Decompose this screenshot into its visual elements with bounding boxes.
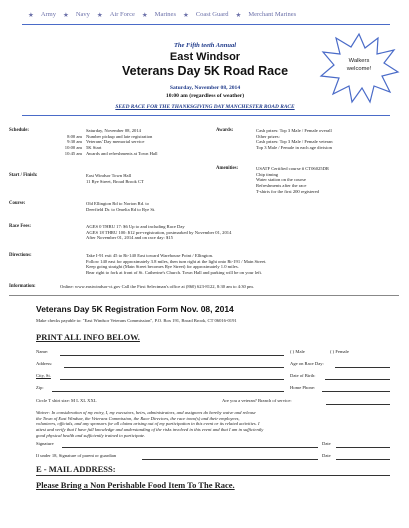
branch-list [28, 11, 388, 19]
address-field[interactable] [64, 367, 284, 368]
award-line: Top 3 Male / Female in each age division [256, 145, 332, 151]
branch-star-icon: ★ [182, 12, 189, 19]
date-field[interactable] [336, 447, 390, 448]
veteran-label: Are you a veteran? Branch of service: [222, 398, 292, 403]
direction-line: Follow 140 east for approximately 3.8 miles, then turn right at the light onto Rt-191 / Main Street. [86, 258, 267, 264]
schedule-event: Veterans' Day memorial service [86, 139, 145, 145]
schedule-event: Number pickup and late registration [86, 133, 153, 139]
course-line: Old Ellington Rd to Norton Rd. to [86, 201, 149, 206]
dob-field[interactable] [325, 379, 390, 380]
fee-line: After November 01, 2014 and on race day: $15 [86, 235, 173, 241]
zip-label: Zip: [36, 385, 44, 390]
phone-label: Home Phone: [290, 385, 316, 390]
start-finish-location [86, 173, 144, 184]
start-line: 11 Rye Street, Broad Brook CT [86, 178, 144, 184]
branch-field[interactable] [326, 404, 390, 405]
food-drive-note: Please Bring a Non Perishable Food Item To The Race. [36, 480, 235, 490]
date-label: Date [322, 441, 331, 446]
schedule-time: 10:45 am [64, 150, 82, 156]
schedule-event: 5K Start [86, 145, 102, 151]
fee-line: AGES 0 THRU 17: $6 Up to and including Race Day [86, 224, 185, 229]
schedule-time: 9:30 am [67, 139, 82, 145]
start-line: East Windsor Town Hall [86, 173, 132, 178]
name-label: Name: [36, 349, 49, 354]
branch-star-icon: ★ [141, 12, 148, 19]
course-route [86, 201, 155, 212]
branch-star-icon: ★ [235, 12, 242, 19]
branch-star-icon: ★ [63, 12, 69, 19]
schedule-event: Awards and refreshments at Town Hall [86, 150, 158, 156]
signature-label: Signature [36, 441, 54, 446]
award-line: Other prizes: [256, 133, 280, 139]
schedule-event: Saturday, November 08, 2014 [86, 128, 141, 133]
title-divider [22, 115, 390, 116]
information-text: Online: www.eastwindsor-ct.gov Call the First Selectman's office at (860) 623-8122, 8:30 am to 4:30 pm. [60, 284, 255, 289]
guardian-date-label: Date [322, 453, 331, 458]
header-divider [22, 24, 390, 25]
information-label: Information: [9, 284, 36, 289]
seed-race-line: SEED RACE FOR THE THANKSGIVING DAY MANCHESTER ROAD RACE [115, 104, 295, 110]
schedule-label: Schedule: [9, 128, 29, 133]
course-line: Deerfield Dr. to Omelia Rd to Rye St. [86, 206, 156, 212]
race-title: Veterans Day 5K Road Race [121, 64, 289, 78]
fee-line: AGES 18 THRU 100: $12 pre-registration, postmarked by November 01, 2014 [86, 229, 232, 235]
amenity-line: USATF Certified course # CT06025DR [256, 166, 329, 171]
waiver-line: good physical health and sufficiently trained to participate. [36, 432, 146, 438]
waiver-line: attest and verify that I have full knowledge and understanding of the risks involved in this event and that I am in sufficiently [36, 427, 264, 433]
branch-star-icon: ★ [28, 12, 34, 19]
branch-army: Army [40, 11, 56, 18]
schedule-times [36, 128, 82, 157]
email-field[interactable] [36, 475, 390, 476]
race-fees-label: Race Fees: [9, 224, 31, 229]
waiver-text [36, 410, 263, 439]
course-label: Course: [9, 201, 26, 206]
race-fees-list [86, 224, 231, 241]
city-field[interactable] [60, 379, 284, 380]
race-time: 10:00 am (regardless of weather) [165, 93, 245, 99]
guardian-signature-label: If under 18, Signature of parent or guardian [36, 453, 117, 458]
address-label: Address: [36, 361, 53, 366]
waiver-line: Waiver: In consideration of my entry, I, my executors, heirs, administrators, and assignees do hereby waive and release [36, 410, 256, 415]
award-line: Cash prizes: Top 3 Male / Female veteran [256, 139, 333, 145]
amenity-line: T-shirts for the first 200 registered [256, 188, 319, 194]
annual-line: The Fifth teeth Annual [173, 42, 237, 49]
age-field[interactable] [335, 367, 390, 368]
amenities-list [256, 166, 329, 195]
direction-line: Keep going straight (Main Street becomes Rye Street) for approximately 1.0 miles. [86, 264, 239, 270]
branch-star-icon: ★ [96, 12, 103, 19]
female-option[interactable]: ( ) Female [330, 349, 349, 354]
print-info-heading: PRINT ALL INFO BELOW. [36, 332, 140, 342]
direction-line: Bear right to fork at front of St. Catherine's Church. Town Hall and parking will be on your left. [86, 270, 263, 276]
guardian-date-field[interactable] [336, 459, 390, 460]
schedule-events [86, 128, 158, 157]
amenity-line: Water station on the course [256, 177, 306, 183]
amenity-line: Refreshments after the race [256, 183, 307, 189]
amenity-line: Chip timing [256, 171, 279, 177]
phone-field[interactable] [322, 391, 390, 392]
branch-navy: Navy [75, 11, 90, 18]
direction-line: Take I-91 exit 45 to Rt-140 East toward Warehouse Point / Ellington. [86, 253, 214, 258]
age-label: Age on Race Day: [290, 361, 324, 366]
awards-list [256, 128, 333, 151]
award-line: Cash prizes: Top 3 Male / Female overall [256, 128, 332, 133]
male-option[interactable]: ( ) Male [290, 349, 305, 354]
branch-merchant-marines: Merchant Marines [248, 11, 297, 18]
schedule-time: 10:00 am [64, 145, 82, 151]
checks-payable: Make checks payable to: "East Windsor Veterans Commission", P.O. Box 191, Broad Brook, CT 06016-0191 [36, 318, 237, 323]
branch-coast-guard: Coast Guard [195, 11, 229, 18]
signature-field[interactable] [62, 447, 318, 448]
dob-label: Date of Birth: [290, 373, 316, 378]
form-divider [9, 295, 399, 296]
schedule-time: 8:00 am [67, 133, 82, 139]
town-title: East Windsor [169, 51, 241, 63]
city-label: City, St. [36, 373, 51, 378]
branch-marines: Marines [154, 11, 176, 18]
branch-air-force: Air Force [109, 11, 135, 18]
guardian-signature-field[interactable] [142, 459, 318, 460]
form-title: Veterans Day 5K Registration Form Nov. 08, 2014 [36, 304, 234, 314]
awards-label: Awards: [216, 128, 234, 133]
waiver-line: volunteers, officials, and any sponsors for all claims arising out of my participation in this event or its related activities. I [36, 421, 260, 427]
name-field[interactable] [60, 355, 284, 356]
start-finish-label: Start / Finish: [9, 173, 38, 178]
zip-field[interactable] [52, 391, 284, 392]
race-date: Saturday, November 08, 2014 [169, 85, 241, 91]
amenities-label: Amenities: [216, 166, 239, 171]
directions-label: Directions: [9, 253, 32, 258]
directions-list [86, 253, 266, 276]
waiver-line: the Town of East Windsor, the Veterans Commission, the Race Directors, the race town(s) and their employees, [36, 415, 240, 421]
shirt-size-options[interactable]: Circle T shirt size: M L XL XXL [36, 398, 97, 403]
walkers-welcome-text: Walkers welcome! [346, 58, 372, 72]
email-label: E - MAIL ADDRESS: [36, 464, 116, 474]
